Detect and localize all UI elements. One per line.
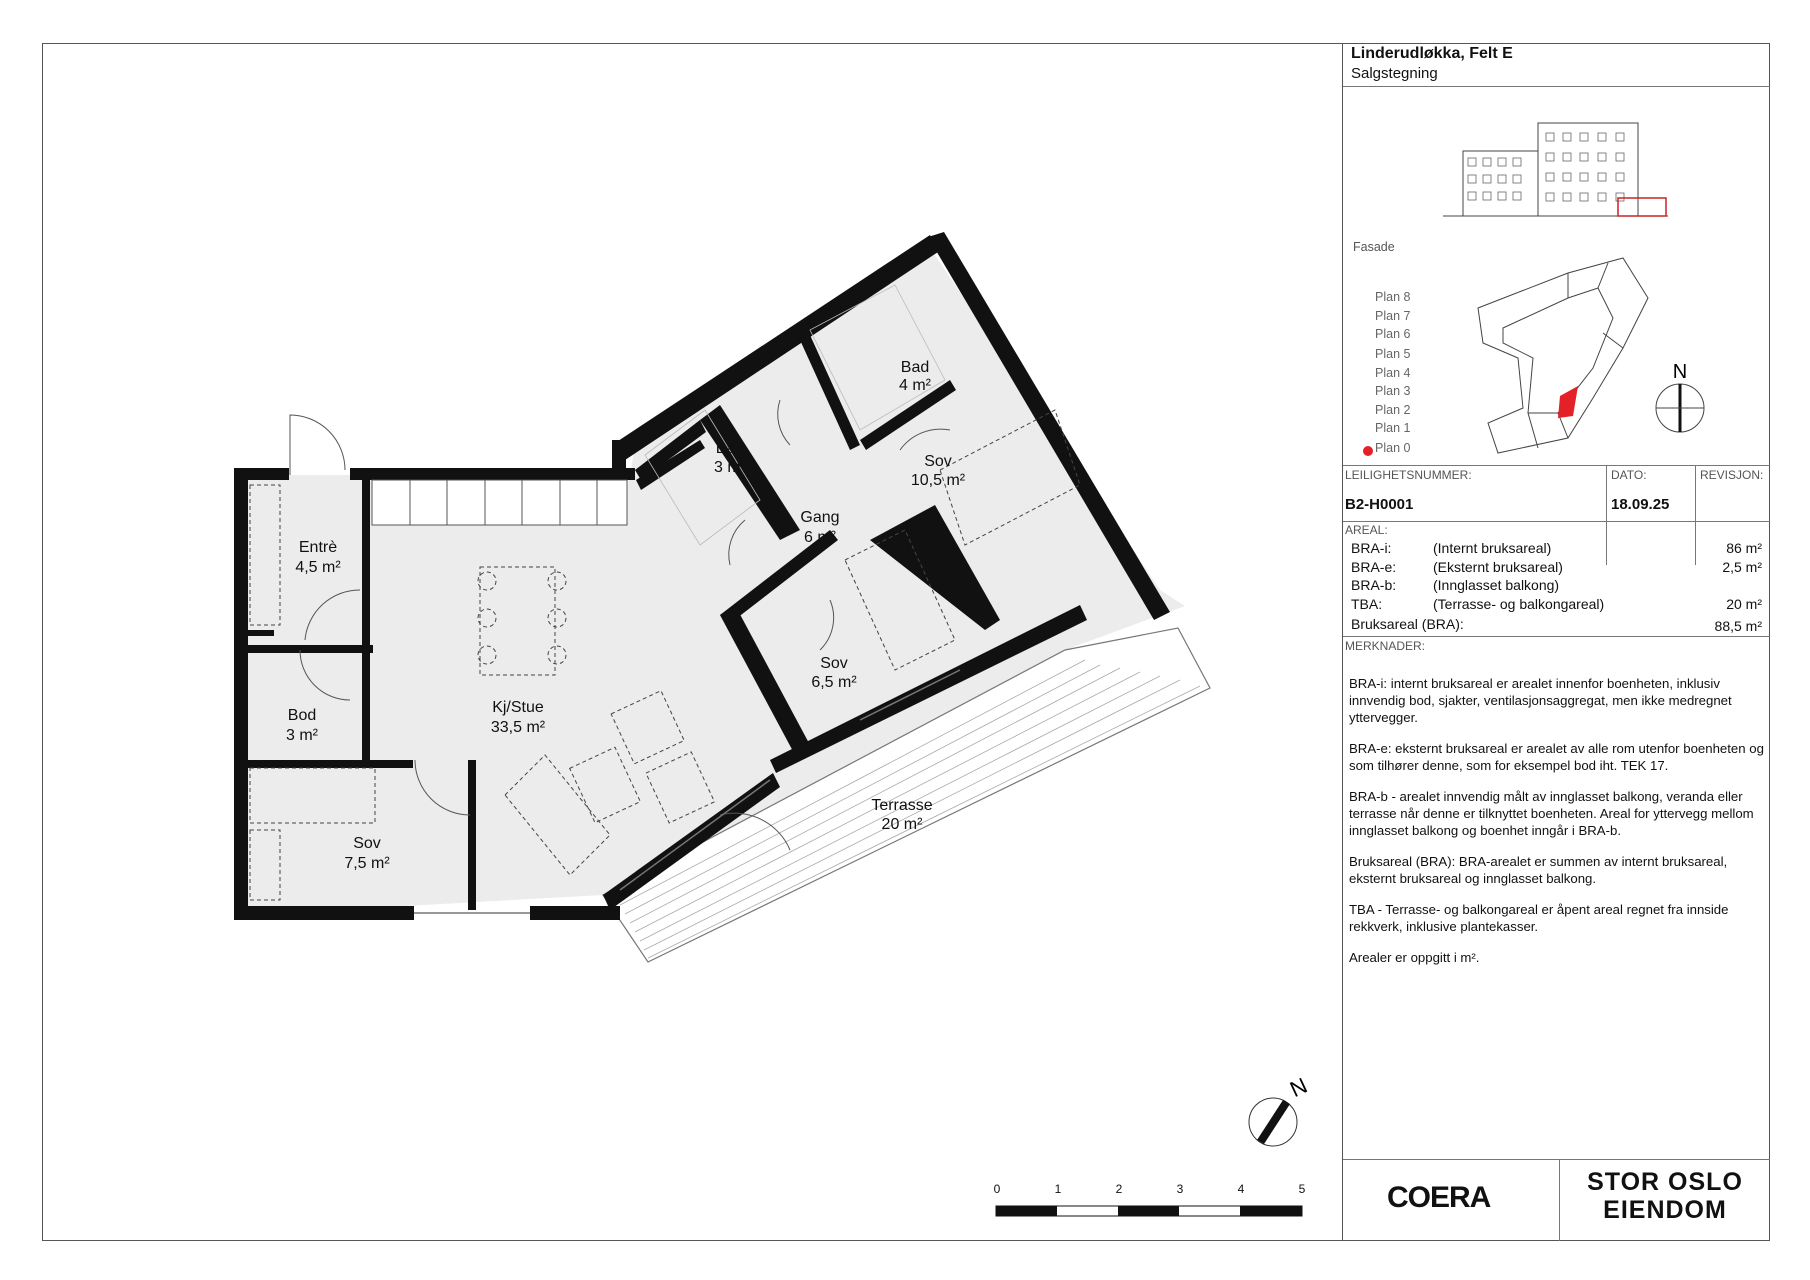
note-paragraph: BRA-e: eksternt bruksareal er arealet av alle rom utenfor boenheten og som tilhører denne, som for eksempel bod iht. TEK 17. (1349, 741, 1764, 773)
room-area: 6,5 m² (811, 674, 857, 691)
areas-heading: AREAL: (1345, 523, 1388, 537)
date-label: DATO: (1611, 468, 1647, 482)
active-unit-highlight (1558, 386, 1578, 418)
room-area: 3 m² (714, 459, 746, 476)
room-area: 33,5 m² (490, 719, 546, 736)
date-value: 18.09.25 (1611, 496, 1670, 513)
level-item: Plan 1 (1375, 421, 1411, 435)
scale-tick: 3 (1176, 1182, 1184, 1196)
room-area: 7,5 m² (344, 855, 390, 872)
scale-tick: 4 (1237, 1182, 1245, 1196)
level-item-active: Plan 0 (1375, 441, 1411, 455)
room-name: Bad (900, 359, 930, 376)
facade-thumbnail (1438, 103, 1673, 223)
level-item: Plan 2 (1375, 403, 1411, 417)
facade-label: Fasade (1353, 240, 1395, 254)
scale-bar (994, 1182, 1306, 1216)
stor-oslo-logo: STOR OSLO EIENDOM (1587, 1168, 1743, 1224)
room-name: Sov (820, 655, 848, 672)
room-area: 6 m² (804, 529, 836, 546)
room-name: Bad (715, 440, 745, 457)
room-area: 10,5 m² (910, 472, 966, 489)
room-name: Terrasse (871, 797, 933, 814)
notes-heading: MERKNADER: (1345, 639, 1426, 653)
key-plan (1448, 238, 1708, 463)
floor-area (243, 240, 1185, 915)
level-item: Plan 5 (1375, 347, 1411, 361)
level-item: Plan 8 (1375, 290, 1411, 304)
room-name: Sov (353, 835, 381, 852)
facade-highlight (1618, 198, 1666, 216)
room-name: Entrè (298, 539, 338, 556)
room-area: 4 m² (899, 377, 931, 394)
note-paragraph: BRA-b - arealet innvendig målt av innglasset balkong, veranda eller terrasse når denne er tilknyttet boenheten. Areal for yttervegg mellom innglasset balkong og boenhet inngår i BRA-b. (1349, 789, 1754, 838)
room-area: 20 m² (881, 816, 923, 833)
note-paragraph: Arealer er oppgitt i m². (1349, 950, 1480, 965)
project-title: Linderudløkka, Felt E (1351, 45, 1513, 62)
active-level-dot-icon (1363, 446, 1373, 456)
level-item: Plan 6 (1375, 327, 1411, 341)
project-subtitle: Salgstegning (1351, 65, 1438, 82)
scale-tick: 1 (1054, 1182, 1062, 1196)
north-label: N (1286, 1072, 1312, 1102)
note-paragraph: Bruksareal (BRA): BRA-arealet er summen av internt bruksareal, eksternt bruksareal og innglasset balkong. (1349, 854, 1728, 886)
kitchen-counter (372, 480, 627, 525)
level-item: Plan 7 (1375, 309, 1411, 323)
room-name: Kj/Stue (492, 699, 544, 716)
unit-label: LEILIGHETSNUMMER: (1345, 468, 1472, 482)
coera-logo: COERA (1387, 1181, 1491, 1214)
scale-tick: 5 (1298, 1182, 1306, 1196)
room-name: Bod (287, 707, 317, 724)
revision-label: REVISJON: (1700, 468, 1764, 482)
room-name: Sov (924, 453, 952, 470)
room-area: 4,5 m² (295, 559, 341, 576)
level-item: Plan 4 (1375, 366, 1411, 380)
unit-value: B2-H0001 (1345, 496, 1414, 513)
level-item: Plan 3 (1375, 384, 1411, 398)
title-block: Linderudløkka, Felt E Salgstegning Fasade Plan 8 Plan 7 Plan 6 Plan 5 Plan 4 Plan 3 Plan 2 Plan 1 Plan 0 N LEILIGHETSNUMMER: B2-H0001 DATO: 18.09.25 REVISJON: AREAL: BRA-i: (Internt bruksareal) 86 m² BRA-e: (Eksternt bruksareal) 2,5 m² BRA-b: (Innglasset balkong) TBA: (Terrasse- og balkongareal) 20 m² Bruksareal (BRA): 88,5 m² MERKNADER: BRA-i: internt bruksareal er arealet innenfor boenheten, inklusiv innvendig bod, sjakter, ventilasjonsaggregat, men ikke medregnet yttervegger. BRA-e: eksternt bruksareal er arealet av alle rom utenfor boenheten og som tilhører denne, som for eksempel bod iht. TEK 17. BRA-b - arealet innvendig målt av innglasset balkong, veranda eller terrasse når denne er tilknyttet boenheten. Areal for yttervegg mellom innglasset balkong og boenhet inngår i BRA-b. Bruksareal (BRA): BRA-arealet er summen av internt bruksareal, eksternt bruksareal og innglasset balkong. TBA - Terrasse- og balkongareal er åpent areal regnet fra innside rekkverk, inklusive plantekasser. Arealer er oppgitt i m². COERA STOR OSLO EIENDOM (1342, 43, 1770, 1241)
note-paragraph: BRA-i: internt bruksareal er arealet innenfor boenheten, inklusiv innvendig bod, sjakter, ventilasjonsaggregat, men ikke medregnet yttervegger. (1349, 676, 1732, 725)
scale-tick: 2 (1115, 1182, 1123, 1196)
room-area: 3 m² (286, 727, 318, 744)
north-arrow-icon (1249, 1073, 1311, 1146)
keyplan-north-label: N (1672, 361, 1688, 383)
scale-tick: 0 (993, 1182, 1001, 1196)
room-name: Gang (800, 509, 840, 526)
note-paragraph: TBA - Terrasse- og balkongareal er åpent areal regnet fra innside rekkverk, inklusive plantekasser. (1349, 902, 1729, 934)
